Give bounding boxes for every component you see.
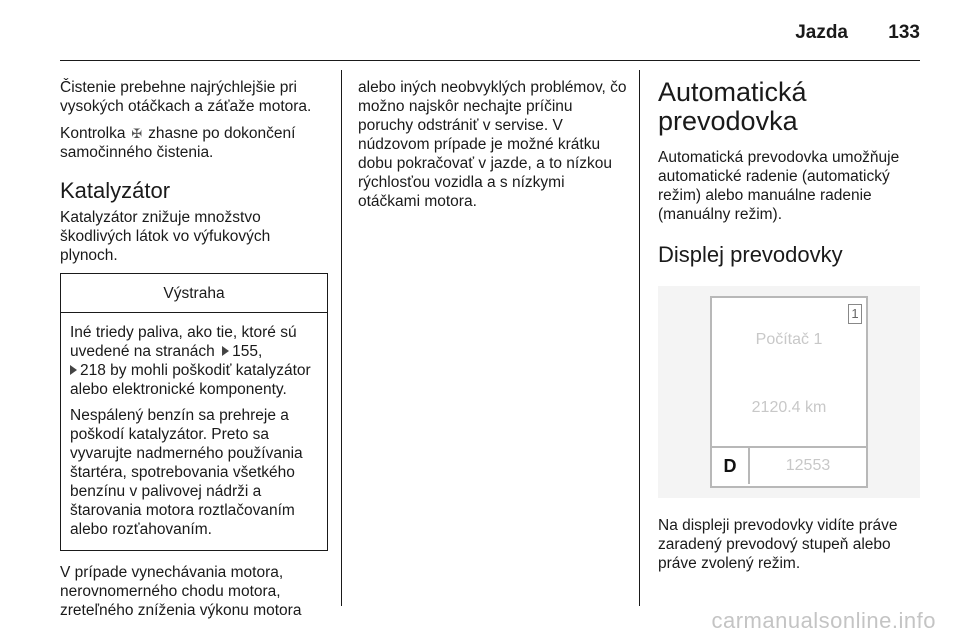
filter-lamp-icon: ✠ <box>131 126 143 141</box>
paragraph: Čistenie prebehne najrýchlejšie pri vysokých otáčkach a záťaže motora. <box>60 79 312 115</box>
display-page-indicator: 1 <box>848 304 862 324</box>
section-heading-automatic-transmission: Automatická prevodovka <box>658 77 807 136</box>
section-heading-catalyst: Katalyzátor <box>60 178 171 203</box>
paragraph: Na displeji prevodovky vidíte práve zaradený prevodový stupeň alebo práve zvolený režim. <box>658 517 898 572</box>
page-reference-link[interactable]: 218 by mohli poškodiť katalyzátor alebo elektronické komponenty. <box>70 362 311 398</box>
page-reference-link[interactable]: 155, <box>232 343 263 360</box>
page-reference-icon <box>70 365 77 375</box>
warning-body <box>61 313 327 550</box>
column-divider-2 <box>639 70 640 606</box>
paragraph-text: zhasne po dokončení samočinného čistenia. <box>60 125 296 161</box>
display-odometer: 12553 <box>785 457 831 474</box>
column-middle <box>358 78 628 219</box>
watermark: carmanualsonline.info <box>711 608 936 633</box>
paragraph: alebo iných neobvyklých problémov, čo možno najskôr nechajte príčinu poruchy odstrániť v servise. V núdzovom prípade je možné krátku dobu pokračovať v jazde, a to nízkou rýchlosťou vozidla a s nízkymi otáčkami motora. <box>358 79 627 210</box>
header-rule <box>60 60 920 61</box>
display-gear-indicator: D <box>712 448 750 484</box>
page-reference-icon <box>222 346 229 356</box>
paragraph-text: Kontrolka <box>60 125 126 142</box>
display-bottom-row <box>712 446 866 486</box>
warning-box <box>60 273 328 551</box>
page-number: 133 <box>888 22 920 43</box>
display-title: Počítač 1 <box>755 331 823 348</box>
paragraph <box>60 124 328 162</box>
warning-title: Výstraha <box>61 274 327 313</box>
column-right <box>658 78 920 581</box>
warning-text: Iné triedy paliva, ako tie, ktoré sú uvedené na stranách <box>70 324 297 360</box>
paragraph: Katalyzátor znižuje množstvo škodlivých látok vo výfukových plynoch. <box>60 209 271 264</box>
warning-paragraph <box>70 323 319 399</box>
display-screen <box>710 296 868 488</box>
paragraph: V prípade vynechávania motora, nerovnomerného chodu motora, zreteľného zníženia výkonu motora <box>60 564 302 619</box>
section-heading-transmission-display: Displej prevodovky <box>658 242 843 267</box>
header-title: Jazda <box>795 22 848 43</box>
column-left <box>60 78 328 628</box>
column-divider-1 <box>341 70 342 606</box>
display-distance: 2120.4 km <box>751 399 827 416</box>
paragraph: Automatická prevodovka umožňuje automatické radenie (automatický režim) alebo manuálne radenie (manuálny režim). <box>658 149 900 223</box>
warning-paragraph: Nespálený benzín sa prehreje a poškodí katalyzátor. Preto sa vyvarujte nadmerného používania štartéra, spotrebovania všetkého benzínu v palivovej nádrži a štarovania motora roztlačovaním alebo rozťahovaním. <box>70 407 303 538</box>
transmission-display-illustration <box>658 286 920 498</box>
